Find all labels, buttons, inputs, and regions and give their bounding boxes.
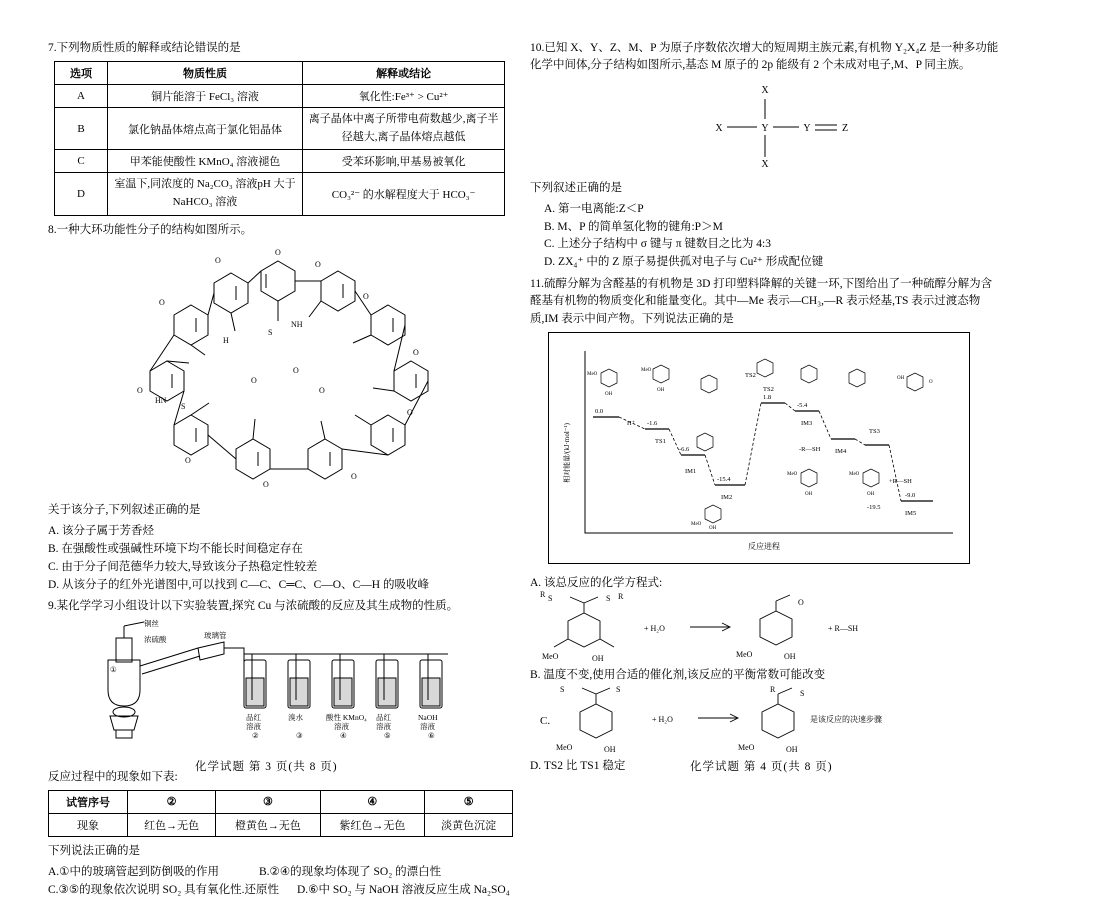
th-tube-4: ④ (320, 790, 424, 813)
svg-text:OH: OH (786, 745, 798, 755)
q11-option-c-letter: C. (540, 715, 551, 728)
chart-label-7: -19.5 (867, 503, 881, 511)
svg-text:O: O (137, 385, 143, 395)
q8-option-d: D. 从该分子的红外光谱图中,可以找到 C—C、C═C、C—O、C—H 的吸收峰 (48, 578, 429, 591)
q9-option-a: A.①中的玻璃管起到防倒吸的作用 (48, 866, 219, 879)
svg-text:MeO: MeO (587, 371, 598, 377)
chart-note-plus-rsh: +R—SH (889, 477, 912, 485)
svg-text:S: S (268, 327, 273, 337)
cell-option: D (55, 173, 108, 215)
svg-text:NH: NH (291, 319, 303, 329)
q11-equation-a (540, 589, 1000, 663)
chart-species-ts3: TS3 (869, 427, 880, 435)
svg-text:O: O (407, 407, 413, 417)
eqA-rsh: + R—SH (828, 623, 859, 633)
cell-phenomenon-2: 红色→无色 (128, 813, 216, 836)
table-row (55, 173, 505, 215)
th-tube-3: ③ (216, 790, 320, 813)
svg-text:O: O (413, 347, 419, 357)
svg-text:玻璃管: 玻璃管 (204, 630, 227, 640)
svg-text:O: O (929, 379, 933, 385)
page-footer-right: 化学试题 第 4 页(共 8 页) (690, 761, 833, 773)
label-z: Z (841, 122, 849, 134)
svg-text:O: O (263, 479, 269, 489)
th-option: 选项 (55, 62, 108, 85)
table-row (55, 108, 505, 150)
cell-option: B (55, 108, 108, 150)
cell-option: A (55, 85, 108, 108)
q8-option-b: B. 在强酸性或强碱性环境下均不能长时间稳定存在 (48, 542, 303, 555)
chart-species-ts2: TS2 (763, 385, 774, 393)
chart-note-minus-rsh: -R—SH (799, 445, 821, 453)
svg-text:溴水: 溴水 (288, 712, 303, 722)
svg-text:MeO: MeO (556, 743, 573, 753)
svg-text:②: ② (252, 730, 259, 740)
svg-text:O: O (363, 291, 369, 301)
cell-conclusion: 受苯环影响,甲基易被氧化 (303, 150, 505, 173)
cell-phenomenon-5: 淡黄色沉淀 (425, 813, 513, 836)
svg-text:溶液: 溶液 (334, 721, 349, 731)
svg-text:O: O (159, 297, 165, 307)
eqA-MeO2: MeO (736, 649, 753, 659)
energy-profile-chart (530, 332, 1000, 569)
q10-option-b: B. M、P 的简单氢化物的键角:P＞M (544, 220, 723, 233)
table-row (55, 85, 505, 108)
svg-text:S: S (560, 685, 565, 695)
svg-text:O: O (293, 365, 299, 375)
chart-label-3: -15.4 (717, 475, 731, 483)
svg-text:铜丝: 铜丝 (144, 618, 159, 628)
cell-property: 室温下,同浓度的 Na₂CO₃ 溶液pH 大于 NaHCO₃ 溶液 (108, 173, 303, 215)
question-9-sub: 下列说法正确的是 (48, 844, 140, 857)
question-7-stem: 7.下列物质性质的解释或结论错误的是 (48, 42, 241, 54)
chart-label-5: -5.4 (797, 401, 808, 409)
cell-phenomenon-label: 现象 (49, 813, 128, 836)
chart-species-im3: IM3 (801, 419, 813, 427)
cell-property: 铜片能溶于 FeCl₃ 溶液 (108, 85, 303, 108)
chart-label-2: -6.6 (679, 445, 690, 453)
chart-species-im1: IM1 (685, 467, 697, 475)
svg-text:OH: OH (709, 525, 717, 531)
svg-text:溶液: 溶液 (420, 721, 435, 731)
chart-label-6: -9.0 (905, 491, 916, 499)
q11-option-b: B. 温度不变,使用合适的催化剂,该反应的平衡常数可能改变 (530, 668, 826, 681)
svg-text:S: S (616, 685, 621, 695)
q9-options-row-2 (48, 882, 518, 900)
svg-text:OH: OH (604, 745, 616, 755)
q10-option-d: D. ZX₄⁺ 中的 Z 原子易提供孤对电子与 Cu²⁺ 形成配位键 (544, 256, 824, 269)
th-conclusion: 解释或结论 (303, 62, 505, 85)
svg-text:S: S (800, 689, 805, 699)
q10-option-a: A. 第一电离能:Z＜P (544, 202, 644, 215)
eqC-water: + H₂O (652, 715, 673, 725)
eqA-S-left: S (548, 593, 553, 603)
svg-text:溶液: 溶液 (246, 721, 261, 731)
svg-text:⑤: ⑤ (384, 730, 391, 740)
svg-text:O: O (185, 455, 191, 465)
q11-option-a: A. 该总反应的化学方程式: (530, 576, 663, 589)
cell-conclusion: 离子晶体中离子所带电荷数越少,离子半径越大,离子晶体熔点越低 (303, 108, 505, 150)
eqA-OH2: OH (784, 651, 796, 661)
q11-equation-c (540, 685, 1000, 755)
q10-option-c: C. 上述分子结构中 σ 键与 π 键数目之比为 4:3 (544, 238, 771, 251)
chart-ylabel: 相对能量/(kJ·mol⁻¹) (563, 422, 571, 483)
question-11-stem: 11.硫醇分解为含醛基的有机物是 3D 打印塑料降解的关键一环,下图给出了一种硫醇分解为含醛基有机物的物质变化和能量变化。其中—Me 表示—CH₃,—R 表示烃基,TS 表示过渡态物质,IM 表示中间产物。下列说法正确的是 (530, 278, 993, 325)
label-x-top: X (761, 84, 769, 96)
svg-text:MeO: MeO (641, 367, 652, 373)
cell-conclusion: CO₃²⁻ 的水解程度大于 HCO₃⁻ (303, 173, 505, 215)
th-tube-no: 试管序号 (49, 790, 128, 813)
table-row (55, 150, 505, 173)
label-y: Y (761, 122, 769, 134)
chart-label-1: -1.6 (647, 419, 658, 427)
table-row (49, 813, 513, 836)
question-10-sub: 下列叙述正确的是 (530, 181, 622, 194)
question-10-stem: 10.已知 X、Y、Z、M、P 为原子序数依次增大的短周期主族元素,有机物 Y₂X₄Z 是一种多功能化学中间体,分子结构如图所示,基态 M 原子的 2p 能级有 2 个未成对电子,M、P 同主族。 (530, 42, 999, 72)
svg-text:MeO: MeO (787, 471, 798, 477)
question-8-stem: 8.一种大环功能性分子的结构如图所示。 (48, 223, 253, 236)
svg-text:③: ③ (296, 730, 303, 740)
svg-text:R: R (770, 685, 776, 695)
chart-species-im2: IM2 (721, 493, 733, 501)
q9-options-row-1 (48, 864, 518, 882)
svg-text:OH: OH (605, 391, 613, 397)
th-tube-2: ② (128, 790, 216, 813)
svg-text:OH: OH (867, 491, 875, 497)
svg-text:溶液: 溶液 (376, 721, 391, 731)
question-9-caption: 反应过程中的现象如下表: (48, 770, 178, 783)
molecule-yxz-figure (530, 79, 1000, 176)
svg-text:MeO: MeO (738, 743, 755, 753)
chart-species-im5: IM5 (905, 509, 917, 517)
svg-text:O: O (315, 259, 321, 269)
svg-text:酸性 KMnO₄: 酸性 KMnO₄ (326, 712, 367, 722)
svg-text:品红: 品红 (246, 712, 261, 722)
q8-option-c: C. 由于分子间范德华力较大,导致该分子热稳定性较差 (48, 560, 318, 573)
page-footer-left: 化学试题 第 3 页(共 8 页) (195, 761, 338, 773)
cell-phenomenon-3: 橙黄色→无色 (216, 813, 320, 836)
eqA-R-left: R (540, 589, 546, 599)
svg-text:S: S (181, 401, 186, 411)
question-9-stem: 9.某化学学习小组设计以下实验装置,探究 Cu 与浓硫酸的反应及其生成物的性质。 (48, 600, 459, 613)
label-x-left: X (715, 122, 723, 134)
table-header-row (49, 790, 513, 813)
cell-property: 氯化钠晶体熔点高于氯化铝晶体 (108, 108, 303, 150)
experiment-apparatus-figure (48, 620, 518, 765)
chart-species-ts1: TS1 (655, 437, 666, 445)
cell-phenomenon-4: 紫红色→无色 (320, 813, 424, 836)
chart-species-ts2b: TS2 (745, 371, 756, 379)
eqC-tail: 是该反应的决速步骤 (810, 715, 883, 725)
q9-option-b: B.②④的现象均体现了 SO₂ 的漂白性 (259, 866, 442, 879)
q9-option-d: D.⑥中 SO₂ 与 NaOH 溶液反应生成 Na₂SO₄ (297, 883, 510, 896)
right-column (530, 40, 1000, 776)
eqA-water: + H₂O (644, 623, 665, 633)
svg-text:HN: HN (155, 395, 167, 405)
svg-text:O: O (275, 247, 281, 257)
chart-note-hplus: H⁺ (627, 419, 636, 427)
q11-option-d: D. TS2 比 TS1 稳定 (530, 760, 626, 773)
svg-text:MeO: MeO (849, 471, 860, 477)
table-header-row (55, 62, 505, 85)
svg-text:品红: 品红 (376, 712, 391, 722)
svg-text:①: ① (110, 664, 117, 674)
svg-text:O: O (319, 385, 325, 395)
question-9-table (48, 790, 513, 837)
chart-species-im4: IM4 (835, 447, 847, 455)
q9-option-c: C.③⑤的现象依次说明 SO₂ 具有氧化性.还原性 (48, 883, 279, 896)
question-7-table (54, 61, 505, 215)
svg-text:OH: OH (897, 375, 905, 381)
label-x-bottom: X (761, 158, 769, 170)
cell-property: 甲苯能使酸性 KMnO₄ 溶液褪色 (108, 150, 303, 173)
svg-text:O: O (251, 375, 257, 385)
q8-option-a: A. 该分子属于芳香烃 (48, 525, 155, 538)
question-8-sub: 关于该分子,下列叙述正确的是 (48, 503, 201, 516)
svg-text:⑥: ⑥ (428, 730, 435, 740)
chart-xlabel: 反应进程 (748, 541, 780, 551)
svg-text:MeO: MeO (691, 521, 702, 527)
svg-text:OH: OH (805, 491, 813, 497)
svg-text:OH: OH (657, 387, 665, 393)
eqA-S-right: S (606, 593, 611, 603)
macrocycle-structure-figure (48, 243, 518, 498)
eqA-CHO: O (798, 597, 804, 607)
svg-text:O: O (351, 471, 357, 481)
th-property: 物质性质 (108, 62, 303, 85)
svg-text:④: ④ (340, 730, 347, 740)
svg-text:O: O (215, 255, 221, 265)
label-y2: Y (803, 122, 811, 134)
eqA-MeO: MeO (542, 651, 559, 661)
eqA-R-right: R (618, 591, 624, 601)
cell-option: C (55, 150, 108, 173)
chart-label-4: 1.8 (763, 393, 772, 401)
chart-label-0: 0.0 (595, 407, 604, 415)
svg-text:NaOH: NaOH (418, 712, 438, 722)
th-tube-5: ⑤ (425, 790, 513, 813)
svg-text:浓硫酸: 浓硫酸 (144, 634, 167, 644)
svg-text:H: H (223, 335, 229, 345)
cell-conclusion: 氧化性:Fe³⁺ > Cu²⁺ (303, 85, 505, 108)
eqA-OH: OH (592, 653, 604, 663)
